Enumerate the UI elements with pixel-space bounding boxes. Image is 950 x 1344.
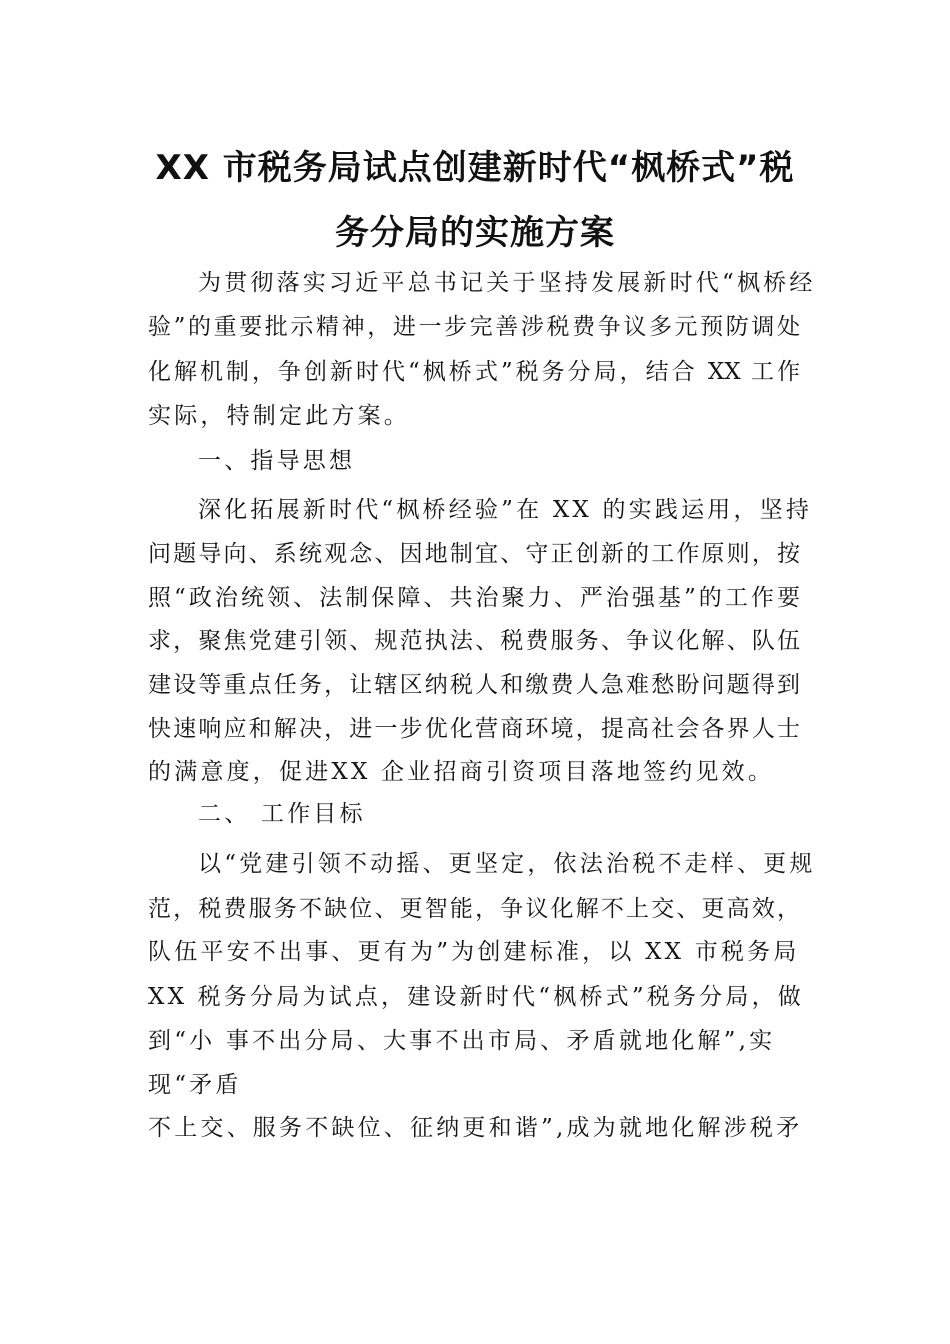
section-heading: 二、 工作目标 [198,801,366,827]
paragraph-line: 以“党建引领不动摇、更坚定，依法治税不走样、更规 [198,851,816,877]
section-heading: 一、指导思想 [198,448,356,474]
paragraph-line: 问题导向、系统观念、因地制宜、守正创新的工作原则，按 [148,541,800,567]
paragraph-line: 化解机制，争创新时代“枫桥式”税务分局，结合 XX 工作 [148,359,800,385]
paragraph-line: 不上交、服务不缺位、征纳更和谐”,成为就地化解涉税矛 [148,1115,803,1141]
paragraph-line: 实际，特制定此方案。 [148,403,410,429]
document-title-line-1: XX 市税务局试点创建新时代“枫桥式”税 [155,148,795,188]
paragraph-line: 验”的重要批示精神，进一步完善涉税费争议多元预防调处 [148,314,800,340]
paragraph-line: 求，聚焦党建引领、规范执法、税费服务、争议化解、队伍 [148,628,800,654]
paragraph-line: 范，税费服务不缺位、更智能，争议化解不上交、更高效， [148,896,800,922]
paragraph-line: 现“矛盾 [148,1072,242,1098]
paragraph-line: 照“政治统领、法制保障、共治聚力、严治强基”的工作要 [148,585,800,611]
paragraph-line: 的满意度，促进XX 企业招商引资项目落地签约见效。 [148,759,775,785]
paragraph-line: XX 税务分局为试点，建设新时代“枫桥式”税务分局，做 [148,984,804,1010]
paragraph-line: 建设等重点任务，让辖区纳税人和缴费人急难愁盼问题得到 [148,672,800,698]
paragraph-line: 队伍平安不出事、更有为”为创建标准，以 XX 市税务局 [148,939,800,965]
paragraph-line: 快速响应和解决，进一步优化营商环境，提高社会各界人士 [148,716,800,742]
paragraph-line: 到“小 事不出分局、大事不出市局、矛盾就地化解”,实 [148,1028,776,1054]
paragraph-line: 为贯彻落实习近平总书记关于坚持发展新时代“枫桥经 [198,270,816,296]
document-title-line-2: 务分局的实施方案 [335,213,615,253]
paragraph-line: 深化拓展新时代“枫桥经验”在 XX 的实践运用，坚持 [198,497,813,523]
